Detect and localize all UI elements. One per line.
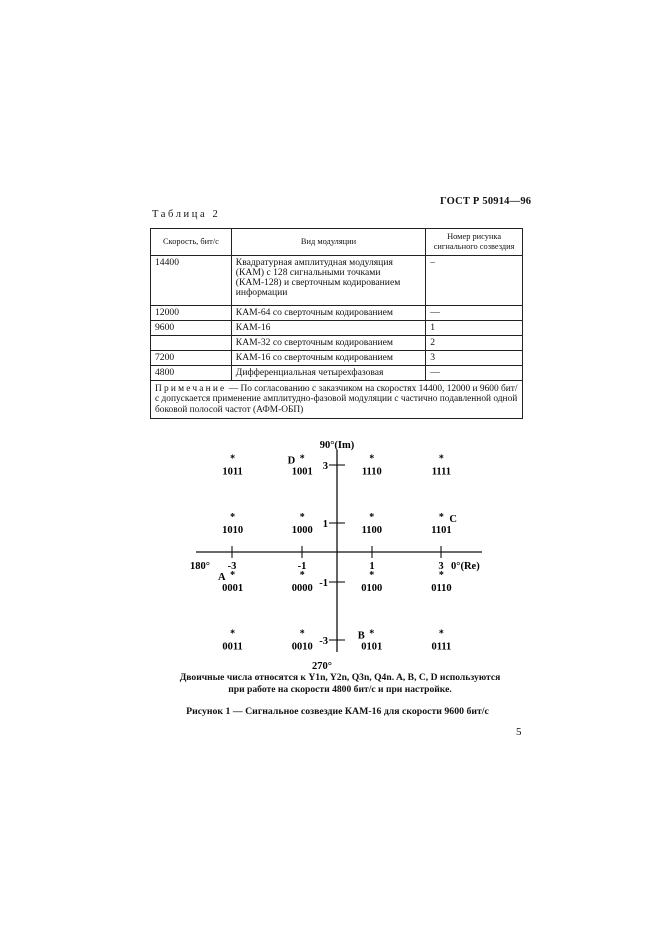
constellation-point	[431, 570, 451, 594]
point-code-label: 1011	[222, 466, 243, 478]
cell-modulation: КАМ-32 со сверточным кодированием	[231, 336, 425, 351]
constellation-point	[431, 629, 451, 653]
point-marker: *	[299, 628, 305, 640]
cell-modulation: Дифференциальная четырехфазовая	[231, 366, 425, 381]
constellation-point	[358, 629, 383, 653]
point-code-label: 0001	[222, 583, 244, 595]
constellation-point	[292, 629, 313, 653]
constellation-point	[431, 512, 457, 536]
figure-notes	[150, 672, 530, 696]
constellation-point	[432, 453, 451, 477]
cell-modulation: КАМ-64 со сверточным кодированием	[231, 306, 425, 321]
point-code-label: 1010	[222, 524, 244, 536]
x-tick-label: 1	[369, 561, 375, 572]
point-code-label: 0111	[431, 641, 452, 653]
point-code-label: 1001	[291, 466, 313, 478]
point-marker: *	[230, 628, 236, 640]
cell-figure: 2	[426, 336, 523, 351]
axis-label-bottom: 270°	[312, 661, 332, 672]
x-tick-label: -1	[297, 561, 307, 572]
point-code-label: 0010	[291, 641, 313, 653]
y-tick-label: 1	[322, 519, 328, 530]
point-marker: *	[230, 511, 236, 523]
column-header-speed: Скорость, бит/с	[151, 229, 232, 256]
cell-figure: 3	[426, 351, 523, 366]
point-code-label: 1101	[431, 524, 452, 536]
point-code-label: 0011	[222, 641, 243, 653]
point-code-label: 1000	[291, 524, 313, 536]
point-marker: *	[369, 511, 375, 523]
constellation-point	[362, 453, 382, 477]
point-marker: *	[438, 628, 444, 640]
point-marker: *	[369, 570, 375, 582]
constellation-point	[222, 453, 242, 477]
figure-caption: Рисунок 1 — Сигнальное созвездие КАМ-16 для скорости 9600 бит/с	[186, 706, 489, 717]
point-tag-label: C	[449, 513, 457, 525]
x-tick-label: 3	[438, 561, 444, 572]
cell-speed: 12000	[151, 306, 232, 321]
figure-note-line: Двоичные числа относятся к Y1n, Y2n, Q3n, Q4n. A, B, C, D используются	[179, 672, 501, 683]
point-code-label: 0100	[361, 583, 383, 595]
figure-note-line: при работе на скорости 4800 бит/с и при настройке.	[228, 684, 452, 695]
point-code-label: 1100	[361, 524, 383, 536]
axis-label-right: 0°(Re)	[451, 561, 480, 572]
point-code-label: 1110	[361, 466, 382, 478]
column-header-modulation: Вид модуляции	[231, 229, 425, 256]
point-code-label: 0000	[291, 583, 313, 595]
constellation-point	[362, 512, 382, 536]
y-tick-label: -1	[319, 578, 328, 589]
note-prefix: Примечание	[155, 384, 227, 394]
point-code-label: 1111	[431, 466, 452, 478]
point-code-label: 0101	[361, 641, 383, 653]
page-number: 5	[516, 726, 522, 738]
axis-label-left: 180°	[190, 561, 210, 572]
constellation-point	[222, 512, 243, 536]
point-tag-label: D	[287, 455, 296, 467]
cell-speed: 9600	[151, 321, 232, 336]
x-tick-label: -3	[227, 561, 237, 572]
constellation-point	[222, 629, 242, 653]
point-marker: *	[438, 453, 444, 465]
note-text: — По согласованию с заказчиком на скоростях 14400, 12000 и 9600 бит/с допускается применение амплитудно-фазовой модуляции с частично подавленной одной боковой полосой частот (АФМ-ОБП)	[155, 384, 518, 415]
point-tag-label: B	[357, 630, 365, 642]
point-code-label: 0110	[431, 583, 452, 595]
cell-modulation: КАМ-16	[231, 321, 425, 336]
point-marker: *	[299, 453, 305, 465]
point-marker: *	[369, 628, 375, 640]
cell-speed: 7200	[151, 351, 232, 366]
point-marker: *	[369, 453, 375, 465]
point-marker: *	[438, 511, 444, 523]
y-tick-label: 3	[322, 461, 328, 472]
constellation-point	[292, 570, 313, 594]
cell-speed: 4800	[151, 366, 232, 381]
point-marker: *	[438, 570, 444, 582]
cell-speed: 14400	[151, 256, 232, 306]
constellation-point	[361, 570, 382, 594]
constellation-point	[218, 570, 243, 594]
y-tick-label: -3	[319, 636, 328, 647]
point-marker: *	[299, 570, 305, 582]
document-header: ГОСТ Р 50914—96	[440, 196, 532, 207]
axis-label-top: 90°(Im)	[319, 440, 355, 451]
cell-figure: –	[426, 256, 523, 306]
cell-modulation: Квадратурная амплитудная модуляция (КАМ) с 128 сигнальными точками (КАМ-128) и сверточным кодированием информации	[231, 256, 425, 306]
cell-figure: —	[426, 366, 523, 381]
cell-figure: 1	[426, 321, 523, 336]
constellation-point	[288, 453, 313, 477]
cell-modulation: КАМ-16 со сверточным кодированием	[231, 351, 425, 366]
column-header-figure: Номер рисунка сигнального созвездия	[426, 229, 523, 256]
cell-figure: —	[426, 306, 523, 321]
constellation-point	[292, 512, 313, 536]
point-marker: *	[299, 511, 305, 523]
point-tag-label: A	[218, 572, 226, 584]
point-marker: *	[230, 453, 236, 465]
point-marker: *	[230, 570, 236, 582]
table-caption: Таблица 2	[152, 209, 221, 220]
